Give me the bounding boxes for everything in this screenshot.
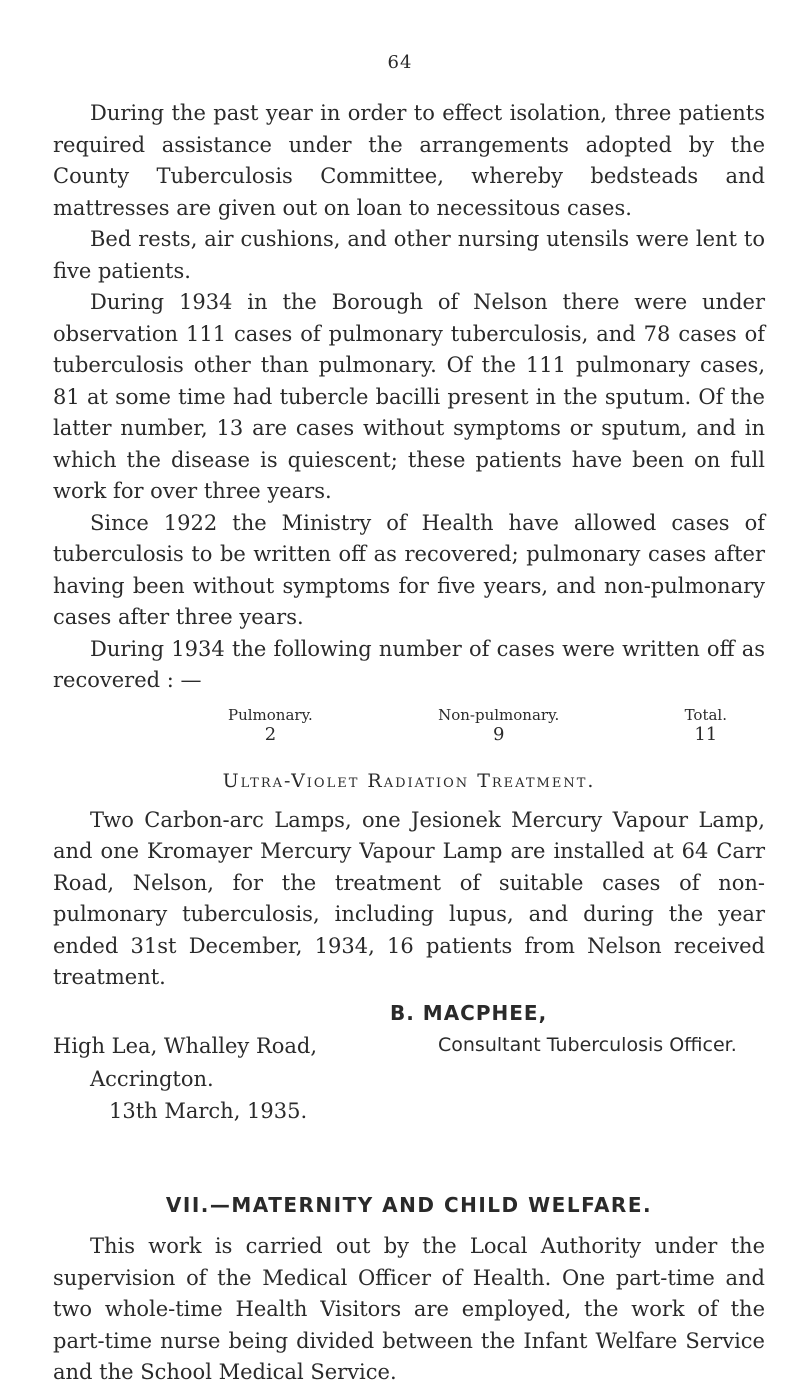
paragraph-uv-treatment: Two Carbon-arc Lamps, one Jesionek Mercury Vapour Lamp, and one Kromayer Mercury Vapour Lamp are installed at 64 Carr Road, Nelson, for the treatment of suitable cases of non-pulmonary tuberculosis, including lupus, and during the year ended 31st December, 1934, 16 patients from Nelson received treatment. [53,807,765,989]
address-line-2: Accrington. [90,1066,214,1091]
paragraph-ministry-write-off: Since 1922 the Ministry of Health have allowed cases of tuberculosis to be written off as recovered; pulmonary cases after having been without symptoms for five years, and non-pulmonary cases after three years. [53,510,765,629]
paragraph-maternity-welfare: This work is carried out by the Local Authority under the supervision of the Medical Officer of Health. One part-time and two whole-time Health Visitors are employed, the work of the part-time nurse being divided between the Infant Welfare Service and the School Medical Service. [53,1234,765,1384]
table-column-pulmonary [228,705,313,745]
signatory-name: B. MACPHEE, [390,1000,548,1025]
table-value-total: 11 [694,723,718,745]
paragraph-observation-statistics: During 1934 in the Borough of Nelson there were under observation 111 cases of pulmonary tuberculosis, and 78 cases of tuberculosis other than pulmonary. Of the 111 pulmonary cases, 81 at some time had tubercle bacilli present in the sputum. Of the latter number, 13 are cases without symptoms or sputum, and in which the disease is quiescent; these patients have been on full work for over three years. [53,290,765,503]
address-line-1: High Lea, Whalley Road, [53,1033,318,1058]
recovered-cases-table [228,705,727,745]
table-header-non-pulmonary: Non-pulmonary. [438,705,560,724]
paragraph-isolation-assistance: During the past year in order to effect isolation, three patients required assistance under the arrangements adopted by the County Tuberculosis Committee, whereby bedsteads and mattresses are given out on loan to necessitous cases. [53,101,765,220]
document-body [53,98,765,1389]
table-value-non-pulmonary: 9 [492,723,505,745]
signature-block [53,998,765,1134]
page-number: 64 [387,52,413,73]
paragraph-nursing-utensils: Bed rests, air cushions, and other nursing utensils were lent to five patients. [53,227,765,283]
table-value-pulmonary: 2 [264,723,277,745]
table-header-total: Total. [684,705,727,724]
table-header-pulmonary: Pulmonary. [228,705,313,724]
section-heading-maternity: VII.—MATERNITY AND CHILD WELFARE. [165,1192,653,1217]
signature-date: 13th March, 1935. [109,1098,308,1123]
table-column-non-pulmonary [438,705,559,745]
table-column-total [685,705,727,745]
paragraph-recovered-intro: During 1934 the following number of cases were written off as recovered : — [53,636,765,692]
uv-treatment-heading: Ultra-Violet Radiation Treatment. [222,769,596,792]
signatory-title: Consultant Tuberculosis Officer. [438,1033,737,1056]
